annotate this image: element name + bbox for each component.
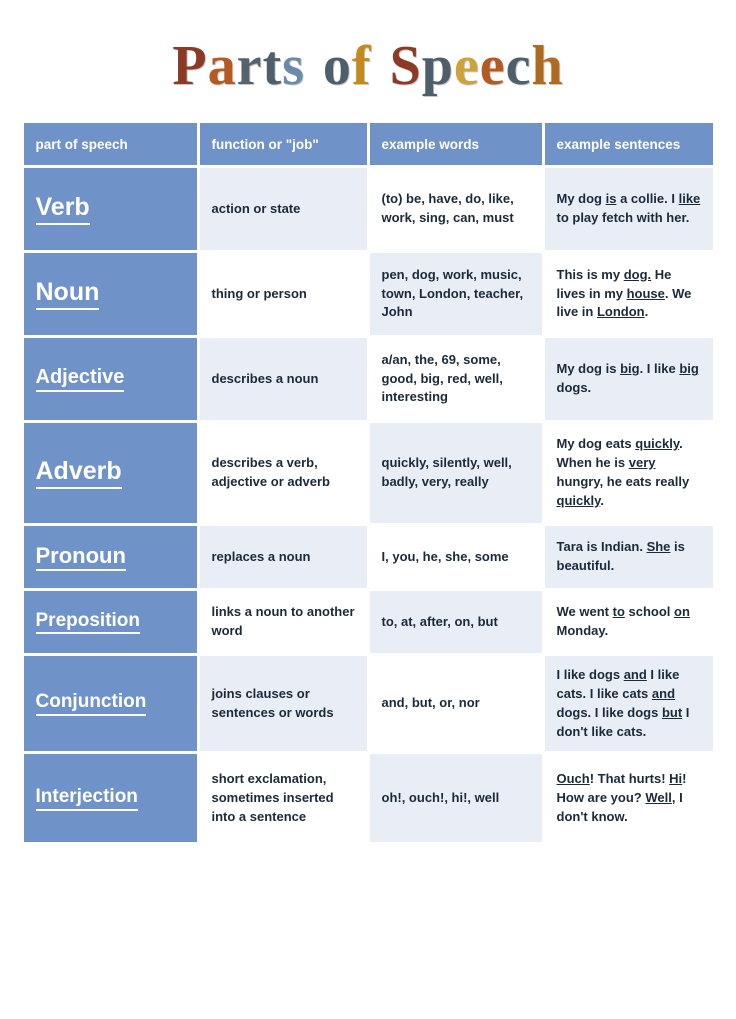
- part-of-speech-name: [24, 656, 197, 751]
- part-of-speech-name: [24, 526, 197, 588]
- sentence-text: ! That hurts!: [589, 771, 670, 787]
- title-letter: h: [531, 35, 564, 97]
- underlined-word: is: [605, 191, 617, 207]
- part-of-speech-label: Preposition: [36, 610, 141, 635]
- underlined-word: Well: [645, 789, 672, 805]
- sentence-text: I don't like cats.: [556, 704, 690, 739]
- example-words-cell: and, but, or, nor: [370, 656, 542, 751]
- underlined-word: and: [651, 685, 676, 701]
- sentence-text: I like dogs: [556, 667, 624, 682]
- sentence-text: school: [624, 604, 675, 620]
- sentence-text: .: [600, 492, 604, 508]
- sentence-text: a collie. I: [616, 191, 679, 207]
- sentence-text: . I like: [639, 361, 680, 377]
- function-cell: joins clauses or sentences or words: [200, 656, 367, 751]
- table-row: [24, 656, 713, 751]
- column-header-example-sentences: example sentences: [545, 123, 713, 165]
- example-words-cell: a/an, the, 69, some, good, big, red, well, interesting: [370, 338, 542, 420]
- underlined-word: on: [674, 604, 690, 620]
- underlined-word: London: [596, 304, 645, 320]
- function-cell: links a noun to another word: [200, 591, 367, 653]
- title-letter: t: [262, 35, 283, 97]
- function-cell: action or state: [200, 168, 367, 250]
- sentence-text: Tara is Indian.: [556, 539, 647, 555]
- part-of-speech-label: Adjective: [36, 366, 125, 392]
- example-sentence-cell: [545, 338, 713, 420]
- sentence-text: hungry, he eats really: [556, 474, 690, 489]
- underlined-word: big: [679, 361, 699, 377]
- sentence-text: Monday.: [556, 623, 609, 638]
- underlined-word: dog.: [623, 266, 652, 282]
- table-row: [24, 754, 713, 842]
- example-words-cell: (to) be, have, do, like, work, sing, can, must: [370, 168, 542, 250]
- sentence-text: . When he is: [556, 436, 683, 471]
- part-of-speech-name: [24, 338, 197, 420]
- part-of-speech-name: [24, 754, 197, 842]
- sentence-text: ! How are you?: [556, 771, 687, 805]
- column-header-example-words: example words: [370, 123, 542, 165]
- underlined-word: like: [678, 191, 701, 207]
- part-of-speech-label: Conjunction: [36, 691, 147, 716]
- table-body: [24, 168, 713, 842]
- underlined-word: house: [626, 285, 665, 301]
- title-letter: c: [505, 35, 532, 97]
- sentence-text: He lives in my: [556, 266, 672, 301]
- sentence-text: I like cats. I like cats: [556, 667, 680, 701]
- example-sentence-cell: [545, 526, 713, 588]
- underlined-word: but: [661, 704, 683, 720]
- sentence-text: dogs.: [556, 380, 592, 395]
- function-cell: describes a noun: [200, 338, 367, 420]
- example-sentence-cell: [545, 423, 713, 523]
- example-words-cell: to, at, after, on, but: [370, 591, 542, 653]
- underlined-word: to: [612, 604, 625, 620]
- title-letter: r: [236, 35, 263, 97]
- title-letter: f: [351, 35, 372, 97]
- title-letter: a: [207, 35, 237, 97]
- sentence-text: .: [644, 304, 649, 320]
- example-words-cell: oh!, ouch!, hi!, well: [370, 754, 542, 842]
- title-letter: p: [421, 35, 454, 97]
- column-header-function: function or "job": [200, 123, 367, 165]
- table-header: [24, 123, 713, 165]
- sentence-text: This is my: [556, 266, 624, 282]
- title-space: [372, 38, 390, 94]
- sentence-text: to play fetch with her.: [556, 210, 690, 225]
- example-words-cell: I, you, he, she, some: [370, 526, 542, 588]
- title-letter: o: [322, 35, 352, 97]
- title-letter: S: [389, 35, 422, 97]
- part-of-speech-label: Interjection: [36, 786, 138, 811]
- sentence-text: My dog: [556, 191, 606, 207]
- table-header-row: [24, 123, 713, 165]
- underlined-word: quickly: [556, 492, 601, 508]
- function-cell: thing or person: [200, 253, 367, 335]
- part-of-speech-label: Verb: [36, 193, 90, 225]
- underlined-word: quickly: [635, 436, 680, 452]
- example-words-cell: pen, dog, work, music, town, London, teacher, John: [370, 253, 542, 335]
- underlined-word: She: [646, 539, 671, 555]
- underlined-word: big: [620, 361, 640, 377]
- example-sentence-cell: [545, 591, 713, 653]
- page-title: [0, 35, 736, 97]
- table-row: [24, 253, 713, 335]
- part-of-speech-label: Pronoun: [36, 543, 126, 571]
- part-of-speech-name: [24, 423, 197, 523]
- table-row: [24, 338, 713, 420]
- sentence-text: dogs. I like dogs: [556, 704, 662, 720]
- underlined-word: Ouch: [556, 771, 590, 787]
- table-row: [24, 526, 713, 588]
- parts-of-speech-table: [21, 120, 716, 845]
- underlined-word: Hi: [669, 771, 683, 787]
- title-space: [305, 38, 323, 94]
- example-sentence-cell: [545, 754, 713, 842]
- table-row: [24, 591, 713, 653]
- part-of-speech-name: [24, 168, 197, 250]
- column-header-part-of-speech: part of speech: [24, 123, 197, 165]
- example-sentence-cell: [545, 168, 713, 250]
- part-of-speech-name: [24, 253, 197, 335]
- sentence-text: We went: [556, 604, 613, 620]
- part-of-speech-label: Adverb: [36, 457, 122, 489]
- sentence-text: My dog is: [556, 361, 621, 377]
- function-cell: describes a verb, adjective or adverb: [200, 423, 367, 523]
- example-words-cell: quickly, silently, well, badly, very, really: [370, 423, 542, 523]
- underlined-word: very: [628, 455, 656, 471]
- title-letter: e: [479, 35, 506, 97]
- example-sentence-cell: [545, 253, 713, 335]
- sentence-text: My dog eats: [556, 436, 636, 452]
- function-cell: replaces a noun: [200, 526, 367, 588]
- underlined-word: and: [623, 667, 647, 682]
- sentence-text: . We live in: [556, 285, 692, 320]
- example-sentence-cell: [545, 656, 713, 751]
- function-cell: short exclamation, sometimes inserted into a sentence: [200, 754, 367, 842]
- sentence-text: is beautiful.: [556, 539, 685, 573]
- table-row: [24, 168, 713, 250]
- table-row: [24, 423, 713, 523]
- title-letter: e: [453, 35, 480, 97]
- title-letter: P: [172, 35, 208, 97]
- part-of-speech-name: [24, 591, 197, 653]
- sentence-text: , I don't know.: [556, 789, 683, 824]
- part-of-speech-label: Noun: [36, 278, 100, 310]
- worksheet-page: [0, 35, 736, 1019]
- title-letter: s: [282, 35, 305, 97]
